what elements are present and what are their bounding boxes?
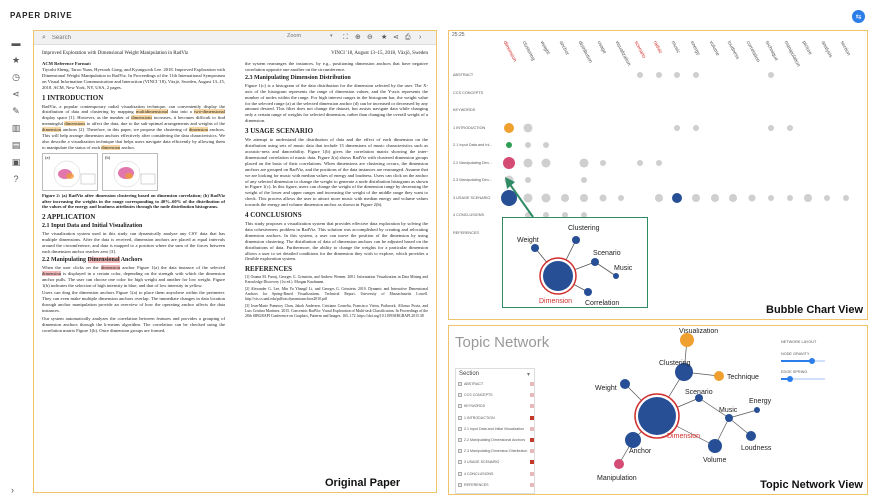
label-technique: Technique bbox=[727, 374, 759, 381]
bubble-cell[interactable] bbox=[768, 72, 774, 78]
column-header[interactable]: section bbox=[838, 40, 852, 57]
help-icon[interactable]: ? bbox=[13, 174, 19, 184]
bubble-cell[interactable] bbox=[843, 195, 849, 201]
slider-handle[interactable] bbox=[809, 358, 815, 364]
bubble-chart-view bbox=[448, 30, 868, 320]
highlight[interactable]: dimension bbox=[188, 127, 208, 133]
bubble-cell[interactable] bbox=[824, 195, 830, 201]
checkbox-icon[interactable] bbox=[458, 427, 462, 431]
bubble-cell[interactable] bbox=[561, 194, 569, 202]
fit-page-icon[interactable]: ⛶ bbox=[343, 34, 348, 41]
inset-node-clustering[interactable] bbox=[572, 236, 580, 244]
row-label[interactable]: 2.3 Manipulating Dim... bbox=[453, 178, 492, 182]
section-heading: 1 INTRODUCTION bbox=[42, 93, 104, 102]
checkbox-icon[interactable] bbox=[458, 438, 462, 442]
inset-node-scenario[interactable] bbox=[591, 258, 599, 266]
checkbox-icon[interactable] bbox=[458, 393, 462, 397]
network-layout-label: NETWORK LAYOUT bbox=[781, 340, 817, 344]
bubble-cell[interactable] bbox=[656, 160, 662, 166]
column-header[interactable]: radviz bbox=[651, 40, 663, 55]
viewer-toolbar bbox=[34, 31, 436, 45]
checkbox-icon[interactable] bbox=[458, 460, 462, 464]
section-item-label: ABSTRACT bbox=[464, 382, 484, 386]
column-header[interactable]: visualization bbox=[613, 40, 632, 67]
section-selector[interactable] bbox=[455, 368, 535, 494]
column-header[interactable]: music bbox=[669, 40, 682, 55]
section-toggle[interactable] bbox=[530, 382, 534, 386]
inset-network bbox=[502, 217, 648, 308]
bubble-cell[interactable] bbox=[542, 158, 551, 167]
label-weight: Weight bbox=[595, 385, 617, 392]
bubble-cell[interactable] bbox=[674, 72, 680, 78]
section-toggle[interactable] bbox=[530, 483, 534, 487]
inset-label-dimension: Dimension bbox=[539, 298, 573, 305]
node-anchor[interactable] bbox=[625, 432, 641, 448]
section-item[interactable] bbox=[458, 483, 534, 487]
acm-text: Tiyoshi Sheng, Taroo Yuan, Hyesook Gong, and Kyungsook Lee. 2018. Improved Exploration with Dimensional Weight Manipulation in RadViz. In Proceedings of the 11th International Symposium on Visual Information Communication and Interaction (VINCI '18), Växjö, Sweden, August 13–15, 2018. ACM, New York, NY, USA, 2 pages. bbox=[42, 66, 225, 90]
highlight[interactable]: dimension bbox=[42, 270, 62, 276]
share-rail-icon[interactable]: ⋖ bbox=[12, 89, 20, 99]
bubble-cell[interactable] bbox=[503, 157, 515, 169]
section-item-label: 2.2 Manipulating Dimensional Anchors bbox=[464, 438, 526, 442]
chevron-down-icon[interactable]: ▾ bbox=[526, 372, 530, 378]
bubble-cell[interactable] bbox=[637, 160, 643, 166]
section-toggle[interactable] bbox=[530, 416, 534, 420]
clock-icon[interactable]: ◷ bbox=[12, 72, 20, 82]
bar-chart-icon-2[interactable]: ▤ bbox=[11, 140, 21, 150]
subsection-heading: 2.3 Manipulating Dimension Distribution bbox=[245, 74, 351, 81]
section-item-label: 2.3 Manipulating Dimension Distribution bbox=[464, 449, 528, 454]
bubble-cell[interactable] bbox=[637, 72, 643, 78]
highlight[interactable]: dimension bbox=[101, 144, 121, 150]
node-loudness[interactable] bbox=[746, 431, 756, 441]
bubble-cell[interactable] bbox=[581, 177, 587, 183]
paragraph: Users can drag the dimension anchors Figure 1(a) to place them anywhere within the perimeter. They can even make multiple dimension anchors overlap. The immediate changes in data location through anchor manipulation provide an overview of how the operating anchor affects the data instances. bbox=[42, 290, 225, 314]
column-header[interactable]: distribution bbox=[576, 40, 594, 65]
inset-label-clustering: Clustering bbox=[568, 225, 600, 232]
column-header[interactable]: usage bbox=[595, 40, 607, 55]
edge-spring-slider[interactable] bbox=[781, 378, 825, 380]
search-input[interactable] bbox=[52, 33, 152, 43]
bubble-cell[interactable] bbox=[580, 194, 588, 202]
figure-2 bbox=[42, 153, 225, 191]
label-anchor: Anchor bbox=[629, 448, 652, 455]
row-label[interactable]: 2.2 Manipulating Dim... bbox=[453, 160, 492, 165]
search-icon: ⌕ bbox=[42, 33, 46, 41]
row-label[interactable]: 1 INTRODUCTION bbox=[453, 125, 486, 130]
inset-label-scenario: Scenario bbox=[593, 250, 621, 257]
paragraph: Figure 1(c) is a histogram of the data distribution for the dimension selected by the user. The X-axis of the histogram represents the range of dimension values, and the Y-axis represents the number of nodes within the range. For high interest ranges in the histogram bar, the weight value for the selected range (a) at the selected dimension anchor (d) can be increased or decreased by any amount desired. This filter does not change the dataset, but assists navigate data while changing only a certain range of weights for selected dimension, rather than changing the overall weight of a dimension. bbox=[245, 82, 428, 124]
checkbox-icon[interactable] bbox=[458, 416, 462, 420]
column-header[interactable]: manipulation bbox=[782, 40, 801, 68]
figure-2a: (a) bbox=[42, 153, 98, 191]
bubble-cell[interactable] bbox=[523, 158, 532, 167]
figure-2b: (b) bbox=[102, 153, 158, 191]
column-header[interactable]: correlation bbox=[744, 40, 762, 64]
radviz-plot-a-icon bbox=[43, 154, 97, 190]
paragraph: the system rearranges the instances, by e.g., positioning dimension anchors that have negative correlation opposite one another on the circumference. bbox=[245, 61, 428, 72]
section-toggle[interactable] bbox=[530, 460, 534, 464]
checkbox-icon[interactable] bbox=[458, 472, 462, 476]
timestamp: 25:25 bbox=[452, 32, 465, 38]
bubble-cell[interactable] bbox=[749, 194, 756, 201]
brand-logo: PAPER DRIVE bbox=[10, 10, 73, 20]
inset-label-weight: Weight bbox=[517, 237, 539, 244]
label-scenario: Scenario bbox=[685, 389, 713, 396]
bubble-cell[interactable] bbox=[579, 158, 588, 167]
column-header[interactable]: loudness bbox=[726, 40, 741, 61]
top-bar bbox=[0, 0, 877, 30]
section-toggle[interactable] bbox=[530, 449, 534, 453]
section-item-label: 1 INTRODUCTION bbox=[464, 415, 495, 420]
references-heading: REFERENCES bbox=[245, 265, 293, 274]
checkbox-icon[interactable] bbox=[458, 404, 462, 408]
document-icon[interactable]: ▣ bbox=[11, 157, 21, 167]
inset-network-graph bbox=[503, 218, 647, 307]
section-heading: 4 CONCLUSIONS bbox=[245, 211, 302, 220]
highlight[interactable]: dimensions bbox=[131, 115, 153, 121]
bookmark-star-icon[interactable]: ★ bbox=[381, 34, 388, 41]
bubble-cell[interactable] bbox=[729, 194, 737, 202]
bubble-cell[interactable] bbox=[542, 193, 551, 202]
column-header[interactable]: anchor bbox=[557, 40, 571, 57]
checkbox-icon[interactable] bbox=[458, 449, 462, 453]
label-energy: Energy bbox=[749, 398, 772, 405]
paragraph: When the user clicks on the dimension anchor Figure 1(a) the data instance of the selected dimension is displayed in a certain color, depending on the strength with which the dimension anchor pulls. The user can choose one color for high weight and another for low weight. Figure 1(b) indicates the selection of high intensity in blue, and that of low intensity in yellow. bbox=[42, 264, 225, 288]
bubble-cell[interactable] bbox=[618, 195, 624, 201]
paragraph: RadViz, a popular contemporary radial visualization technique, can conveniently display the distribution of data and clustering by mapping multidimensional data into a two-dimensional display space [1]. However, as the number of dimensions increases, it becomes difficult to find meaningful dimensions to affect the data, due to the sub-optimal arrangements and weights of the dimension anchors [2]. Therefore, in this paper, we propose the clustering of dimension anchors. This will help arrange dimension anchors effectively after considering the data characteristics. We also describe a visualization technique that helps users navigate data efficiently by allowing them to manipulate the status of each dimension anchor. bbox=[42, 103, 225, 150]
section-item[interactable] bbox=[458, 382, 534, 386]
label-loudness: Loudness bbox=[741, 445, 772, 452]
column-header[interactable]: technique bbox=[763, 40, 779, 62]
bubble-cell[interactable] bbox=[672, 193, 682, 203]
folder-icon[interactable]: ▬ bbox=[11, 38, 21, 48]
running-header bbox=[42, 51, 428, 56]
section-item[interactable] bbox=[458, 460, 534, 464]
radviz-plot-b-icon bbox=[103, 154, 157, 190]
highlight[interactable]: dimension bbox=[42, 127, 62, 133]
inset-node-weight[interactable] bbox=[531, 244, 539, 252]
highlight[interactable]: dimension bbox=[100, 264, 120, 270]
section-item[interactable] bbox=[458, 393, 534, 397]
reference: [2] Alexander G. Lee, Min Yu Yhangil Li, and Georges G. Grinstein. 2010. Dynamic and Interactive Dimensional Anchors for Spring-Based Visualizations. Technical Report. University of Massachusetts Lowell. http://vis.cs.uml.edu/pdf/ras.dynamicanchors2010.pdf bbox=[245, 287, 428, 302]
pointer-arrow-icon bbox=[501, 177, 541, 221]
section-title: Section bbox=[459, 371, 480, 377]
original-paper-label: Original Paper bbox=[325, 477, 401, 489]
section-item-label: 4 CONCLUSIONS bbox=[464, 471, 494, 476]
bubble-cell[interactable] bbox=[504, 123, 514, 133]
section-item-label: CCS CONCEPTS bbox=[464, 393, 493, 398]
bubble-cell[interactable] bbox=[525, 142, 531, 148]
section-item[interactable] bbox=[458, 404, 534, 408]
topic-network-view-label: Topic Network View bbox=[760, 479, 863, 491]
slider-handle[interactable] bbox=[787, 376, 793, 382]
bubble-cell[interactable] bbox=[693, 72, 699, 78]
paper-page bbox=[42, 51, 428, 491]
section-item[interactable] bbox=[458, 438, 534, 442]
node-energy[interactable] bbox=[754, 407, 760, 413]
bubble-cell[interactable] bbox=[599, 194, 606, 201]
edge-spring-label: EDGE SPRING bbox=[781, 370, 808, 374]
bubble-cell[interactable] bbox=[523, 123, 532, 132]
reference: [3] Jean-Marie Pomeroy Chan, Jakob Andersen, Cristiano Cornelia, Francisco Vieira, Pathwork, Alfonso Puvia, and Luis Cristina Martinez. 2015. Concentric RadViz: Visual Exploration of Multi-task Classification. In Proceedings of the 28th SIBGRAPI Conference on Graphics, Patterns and Images. 165–172. https://doi.org/10.1109/SIBGRAPI.2015.38 bbox=[245, 304, 428, 319]
bar-chart-icon[interactable]: ▥ bbox=[11, 123, 21, 133]
print-icon[interactable]: ⎙ bbox=[405, 34, 411, 41]
section-item-label: KEYWORDS bbox=[464, 404, 485, 409]
acm-label: ACM Reference Format: bbox=[42, 61, 92, 66]
bubble-cell[interactable] bbox=[768, 125, 774, 131]
highlight[interactable]: dimensions bbox=[64, 121, 86, 127]
bubble-cell[interactable] bbox=[787, 195, 793, 201]
highlight[interactable]: multidimensional bbox=[136, 109, 169, 115]
section-toggle[interactable] bbox=[530, 393, 534, 397]
checkbox-icon[interactable] bbox=[458, 382, 462, 386]
paper-viewer bbox=[33, 30, 437, 493]
star-icon[interactable]: ★ bbox=[11, 55, 21, 65]
checkbox-icon[interactable] bbox=[458, 483, 462, 487]
share-icon: ⇆ bbox=[855, 13, 862, 21]
section-toggle[interactable] bbox=[530, 472, 534, 476]
node-gravity-label: NODE GRAVITY bbox=[781, 352, 810, 356]
zoom-in-icon[interactable]: ⊕ bbox=[355, 34, 361, 41]
label-dimension: Dimension bbox=[667, 433, 701, 440]
row-label[interactable]: 3 USAGE SCENARIO bbox=[453, 195, 491, 200]
section-toggle[interactable] bbox=[530, 438, 534, 442]
section-toggle[interactable] bbox=[530, 404, 534, 408]
chevron-down-icon[interactable]: ▾ bbox=[330, 33, 333, 39]
label-visualization: Visualization bbox=[679, 328, 719, 335]
node-volume[interactable] bbox=[708, 439, 722, 453]
column-header[interactable]: energy bbox=[688, 40, 702, 57]
bubble-cell[interactable] bbox=[655, 194, 663, 202]
running-venue: VINCI '18, August 13–15, 2018, Växjö, Sweden bbox=[331, 51, 428, 56]
share-link-icon[interactable]: ⋖ bbox=[393, 34, 399, 41]
column-header[interactable]: dimension bbox=[501, 40, 518, 63]
inset-label-music: Music bbox=[614, 265, 633, 272]
section-heading: 3 USAGE SCENARIO bbox=[245, 127, 314, 136]
section-item[interactable] bbox=[458, 449, 534, 453]
subsection-heading: 2.1 Input Data and Initial Visualization bbox=[42, 223, 143, 230]
section-heading: 2 APPLICATION bbox=[42, 213, 96, 222]
row-label[interactable]: KEYWORDS bbox=[453, 108, 476, 112]
left-rail bbox=[0, 30, 30, 503]
column-header[interactable]: analysis bbox=[819, 40, 834, 59]
bubble-chart-view-label: Bubble Chart View bbox=[766, 304, 863, 316]
expand-chevron-icon[interactable]: › bbox=[11, 485, 14, 495]
highlight[interactable]: two-dimensional bbox=[194, 109, 225, 115]
bubble-cell[interactable] bbox=[787, 125, 793, 131]
bubble-cell[interactable] bbox=[804, 194, 812, 202]
bubble-cell[interactable] bbox=[506, 142, 512, 148]
section-item[interactable] bbox=[458, 472, 534, 476]
node-gravity-slider[interactable] bbox=[781, 360, 825, 362]
bubble-cell[interactable] bbox=[600, 160, 606, 166]
section-item-label: REFERENCES bbox=[464, 482, 489, 487]
label-music: Music bbox=[719, 407, 738, 414]
row-label[interactable]: CCS CONCEPTS bbox=[453, 90, 484, 95]
inset-node-music[interactable] bbox=[613, 273, 619, 279]
column-header[interactable]: clustering bbox=[520, 40, 536, 62]
bubble-cell[interactable] bbox=[543, 142, 549, 148]
paragraph: We attempt to understand the distribution of data and the effect of each dimension on the distribution using sets of music data that include 15 dimensions of music characteristics such as acoustic-ness and danceability. Figure 1(b) gives the correlation matrix showing the inter-dimensional correlation of music data. Figure 2(a) shows RadViz with clustered dimension groups placed on the basis of their correlations. When dimensions are clustering occurs, the dimension anchors are grouped on RadViz, and the positions of the data instances are rearranged. Assume that we are looking for music with median values of energy and loudness. Users can click on the anchor of any selected dimension to change the weight to generate a node distribution histogram as shown in Figure 1(c). In this figure, users can change the weight of the dimension range by decreasing the weight of the lower and upper ranges and increasing the weight of the middle range they want to check. This process allows the user to attract more music with median energy and volume values towards the energy and volume dimension anchor as shown in Figure 2(b). bbox=[245, 137, 428, 208]
forward-icon[interactable]: › bbox=[419, 34, 422, 41]
label-manipulation: Manipulation bbox=[597, 475, 637, 482]
row-label[interactable]: 2.1 Input Data and Ini... bbox=[453, 143, 493, 147]
inset-node-dimension[interactable] bbox=[543, 261, 573, 291]
node-dimension[interactable] bbox=[638, 397, 676, 435]
subsection-heading: 2.2 Manipulating Dimensional Anchors bbox=[42, 256, 143, 263]
topic-network-graph bbox=[589, 328, 779, 494]
paper-left-column bbox=[42, 61, 225, 336]
paragraph: The visualization system used in this study can dynamically analyze any CSV data that has multiple dimensions. After the data is received, dimension anchors are placed at equal intervals around the circumference, and data is mapped to a position where the sum of the forces between each dimension anchor reaches zero [3]. bbox=[42, 231, 225, 254]
row-label[interactable]: ABSTRACT bbox=[453, 73, 474, 77]
label-clustering: Clustering bbox=[659, 360, 691, 367]
column-header[interactable]: scenario bbox=[632, 40, 647, 60]
label-volume: Volume bbox=[703, 457, 727, 464]
column-header[interactable]: weight bbox=[539, 40, 552, 56]
share-fab-button[interactable] bbox=[852, 10, 865, 23]
figure-caption: Figure 2: (a) RadViz after dimension clustering based on dimension correlation; (b) RadViz after increasing the weights in the range corresponding to 40%–60% of the distribution of the values of the energy and loudness attributes through the node distribution histograms. bbox=[42, 192, 225, 210]
bubble-cell[interactable] bbox=[674, 125, 680, 131]
paragraph: This study proposes a visualization system that provides effective data exploration by solving the data cohesiveness problem in RadViz. This solution was accomplished by creating and relocating dimension anchors. In this system, a user can move the position of the dimension by using dimension clustering. The distribution of data of dimension anchors can be adjusted based on the distributions of data. Furthermore, the ability to change the weights for a particular dimension allows a user to set detailed conditions for the dimension they wish to explore, which provides a flexible exploration system. bbox=[245, 221, 428, 262]
node-visualization[interactable] bbox=[680, 333, 694, 347]
paragraph: Our system automatically analyzes the correlation between features and provides a grouping of dimension anchors through the k-means algorithm. The correlation can be checked using the correlation matrix Figure 1(b). Once dimension groups are formed, bbox=[42, 316, 225, 333]
row-label[interactable]: 4 CONCLUSIONS bbox=[453, 213, 485, 217]
inset-node-correlation[interactable] bbox=[584, 288, 592, 296]
zoom-select[interactable]: Zoom bbox=[287, 33, 302, 39]
bubble-cell[interactable] bbox=[693, 125, 699, 131]
section-item[interactable] bbox=[458, 416, 534, 420]
section-item-label: 3 USAGE SCENARIO bbox=[464, 460, 500, 465]
column-header[interactable]: volume bbox=[707, 40, 721, 58]
bubble-cell[interactable] bbox=[711, 194, 719, 202]
zoom-out-icon[interactable]: ⊖ bbox=[367, 34, 373, 41]
node-music[interactable] bbox=[725, 414, 733, 422]
node-manipulation[interactable] bbox=[614, 459, 624, 469]
bubble-cell[interactable] bbox=[692, 194, 700, 202]
section-toggle[interactable] bbox=[530, 427, 534, 431]
section-item-label: 2.1 Input Data and Initial Visualization bbox=[464, 426, 525, 431]
highlight[interactable]: Dimensional bbox=[87, 256, 120, 263]
paper-right-column bbox=[245, 61, 428, 321]
edit-icon[interactable]: ✎ bbox=[12, 106, 20, 116]
row-label[interactable]: REFERENCES bbox=[453, 230, 479, 235]
node-technique[interactable] bbox=[714, 371, 724, 381]
node-weight[interactable] bbox=[620, 379, 630, 389]
inset-label-correlation: Correlation bbox=[585, 300, 620, 307]
section-item[interactable] bbox=[458, 427, 534, 431]
running-title: Improved Exploration with Dimensional Weight Manipulation in RadViz bbox=[42, 51, 189, 56]
topic-network-title: Topic Network bbox=[455, 334, 550, 351]
topic-network-view bbox=[448, 325, 868, 495]
bubble-cell[interactable] bbox=[768, 195, 774, 201]
bubble-cell[interactable] bbox=[656, 72, 662, 78]
column-header[interactable]: picture bbox=[800, 40, 814, 57]
reference: [1] Osama M. Farraj, Georges G. Grinstein, and Andrew Wenner. 2001. Information Visualization in Data Mining and Knowledge Discovery (1st ed.). Morgan Kaufmann. bbox=[245, 275, 428, 285]
